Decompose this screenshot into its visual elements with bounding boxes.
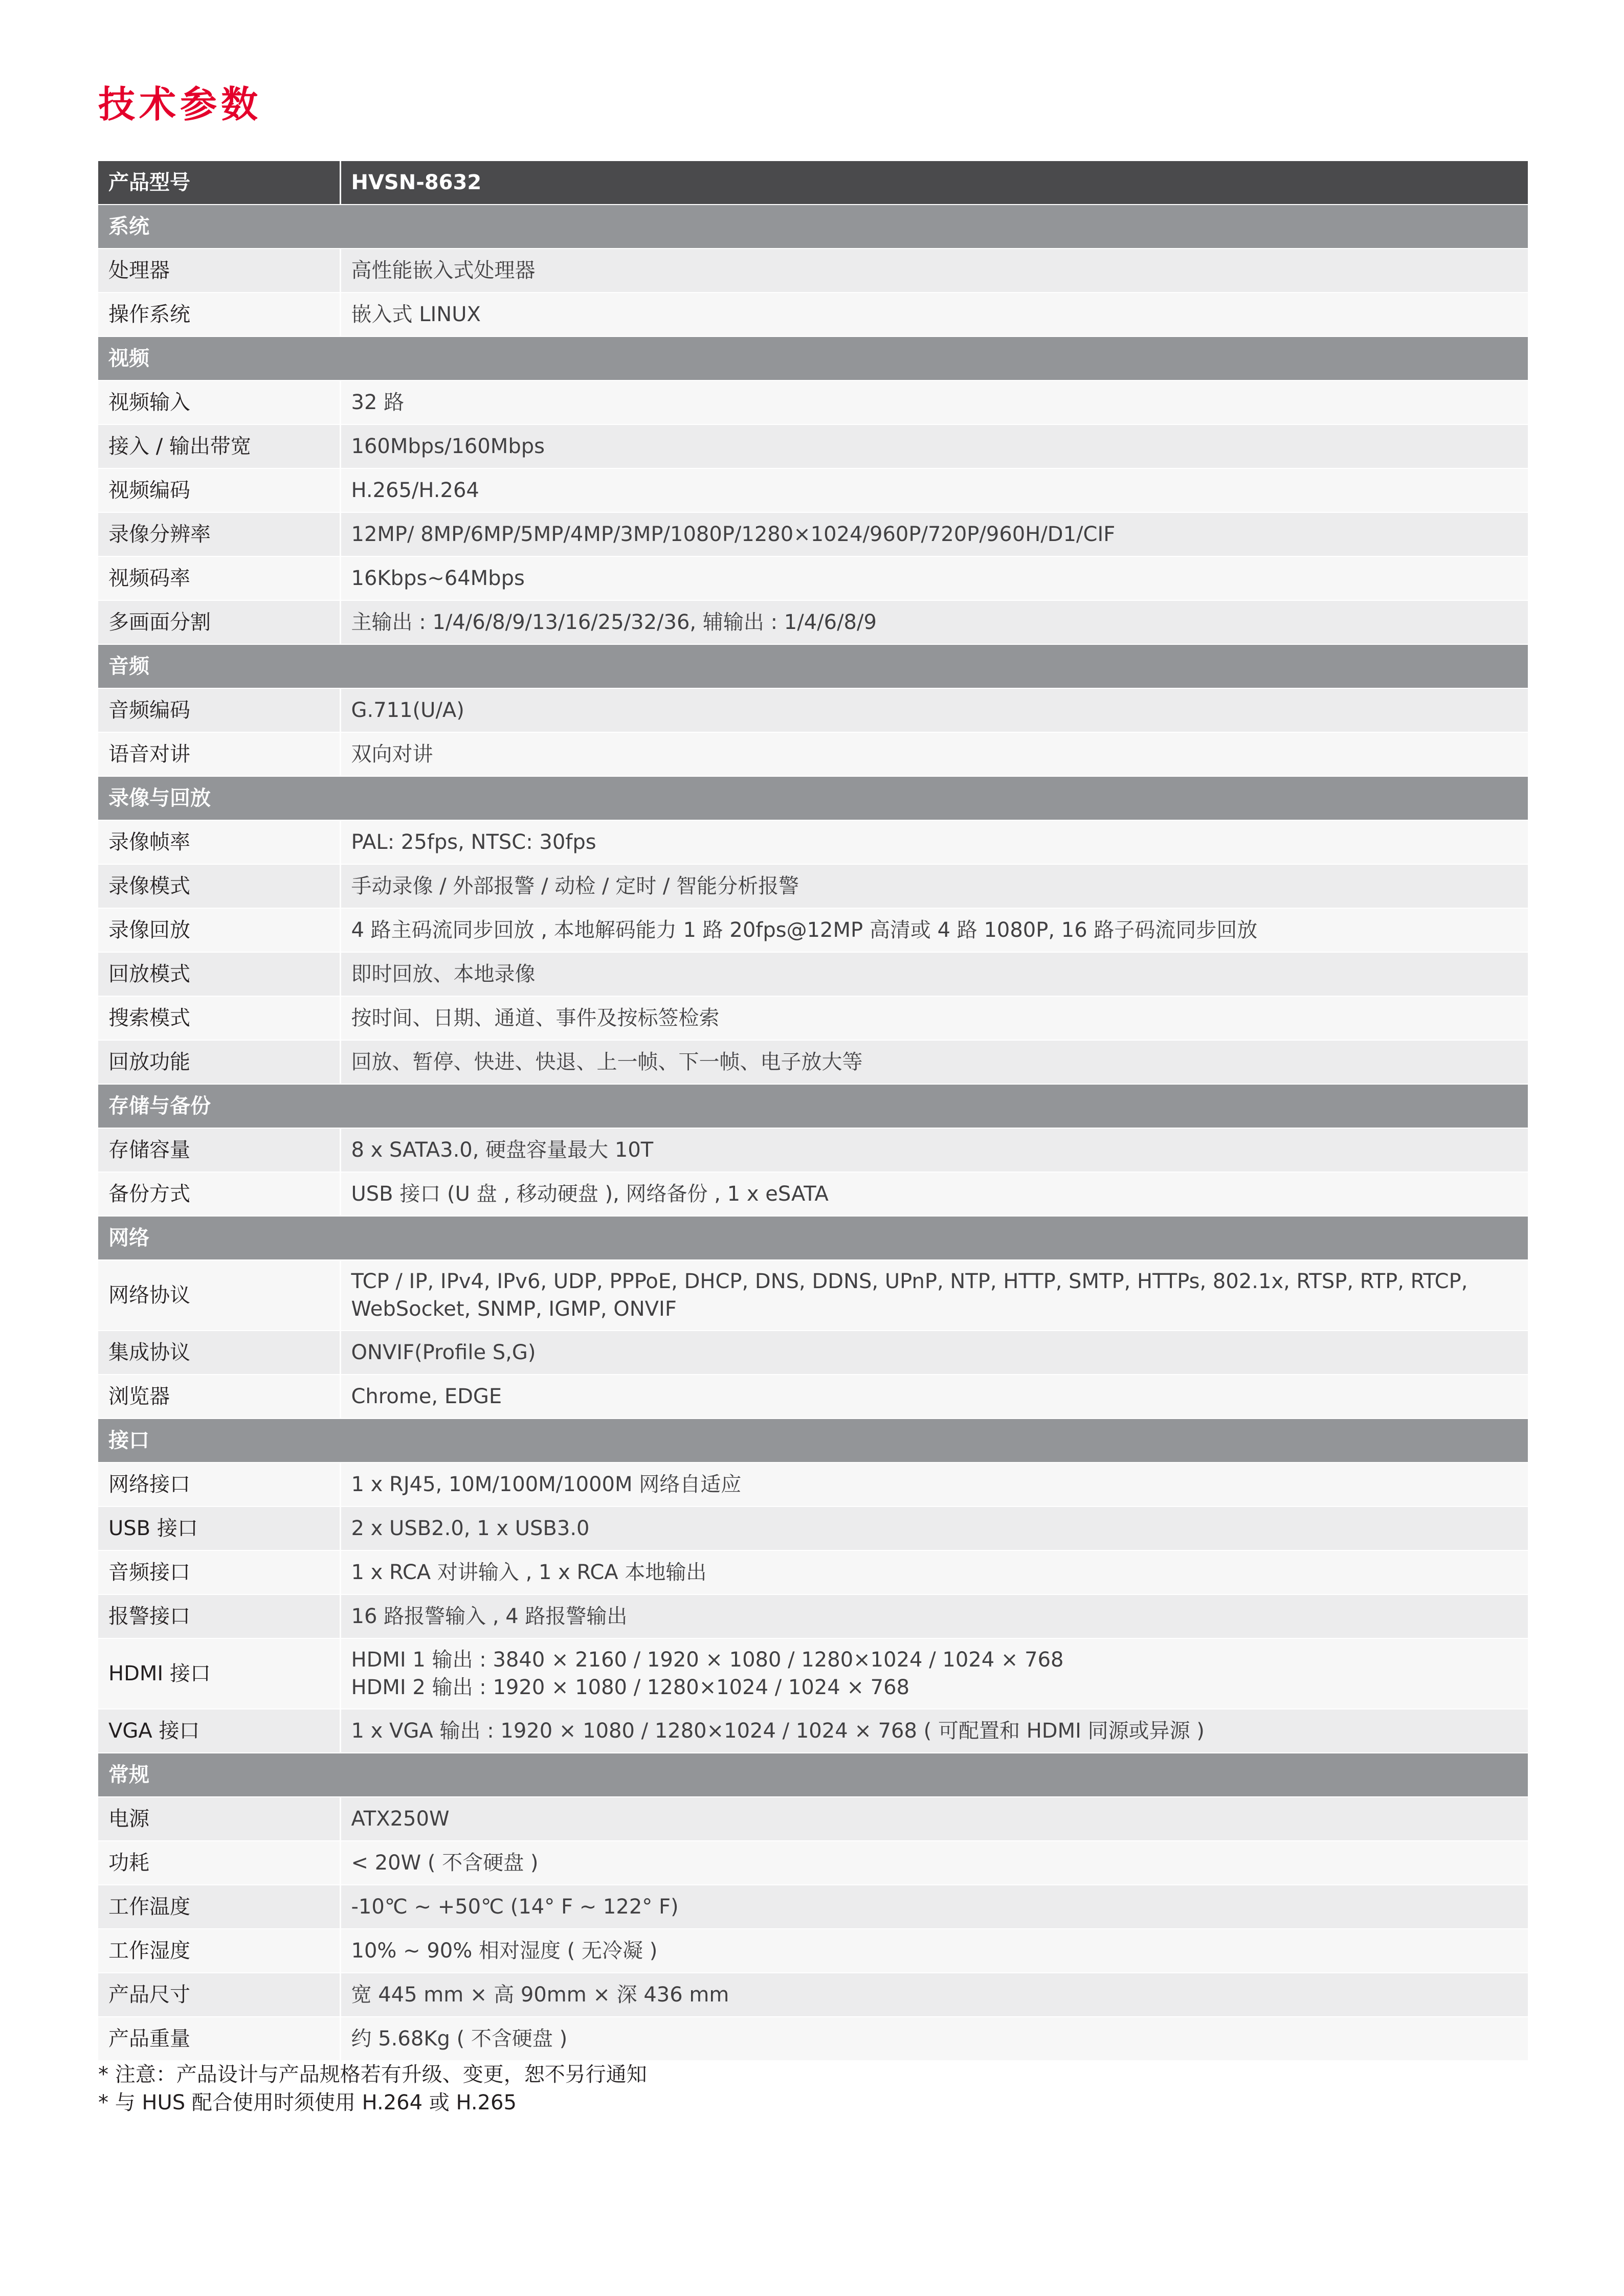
spec-row [98, 732, 1528, 776]
spec-value: HDMI 1 输出 : 3840 × 2160 / 1920 × 1080 / 1280×1024 / 1024 × 768 HDMI 2 输出 : 1920 × 1080 / 1280×1024 / 1024 × 768 [340, 1638, 1528, 1709]
spec-row [98, 1594, 1528, 1638]
spec-label: 语音对讲 [98, 732, 340, 776]
spec-row [98, 1260, 1528, 1331]
spec-row [98, 820, 1528, 864]
spec-label: 接入 / 输出带宽 [98, 424, 340, 468]
spec-label: 视频编码 [98, 468, 340, 512]
section-title: 视频 [98, 336, 1528, 380]
spec-label: USB 接口 [98, 1506, 340, 1550]
spec-value: 10% ~ 90% 相对湿度 ( 无冷凝 ) [340, 1929, 1528, 1973]
spec-label: 存储容量 [98, 1128, 340, 1172]
spec-label: 音频编码 [98, 688, 340, 732]
spec-value: 160Mbps/160Mbps [340, 424, 1528, 468]
spec-row [98, 512, 1528, 556]
spec-row [98, 600, 1528, 644]
spec-value: G.711(U/A) [340, 688, 1528, 732]
spec-value: 主输出 : 1/4/6/8/9/13/16/25/32/36, 辅输出 : 1/4/6/8/9 [340, 600, 1528, 644]
spec-row [98, 1638, 1528, 1709]
spec-value: 32 路 [340, 380, 1528, 424]
page-title: 技术参数 [98, 83, 262, 126]
spec-label: 录像分辨率 [98, 512, 340, 556]
spec-value: H.265/H.264 [340, 468, 1528, 512]
spec-table-body [98, 161, 1528, 2060]
spec-row [98, 688, 1528, 732]
spec-label: 处理器 [98, 249, 340, 292]
spec-label: 工作温度 [98, 1885, 340, 1929]
spec-row [98, 380, 1528, 424]
section-header-row [98, 644, 1528, 688]
spec-value: Chrome, EDGE [340, 1375, 1528, 1419]
model-header-row [98, 161, 1528, 205]
spec-value: 双向对讲 [340, 732, 1528, 776]
spec-row [98, 1128, 1528, 1172]
spec-label: 备份方式 [98, 1172, 340, 1216]
spec-row [98, 1172, 1528, 1216]
spec-label: 音频接口 [98, 1550, 340, 1594]
spec-label: 操作系统 [98, 292, 340, 336]
spec-row [98, 1885, 1528, 1929]
spec-label: 网络协议 [98, 1260, 340, 1331]
spec-value: 约 5.68Kg ( 不含硬盘 ) [340, 2017, 1528, 2060]
spec-label: HDMI 接口 [98, 1638, 340, 1709]
spec-value: 1 x VGA 输出 : 1920 × 1080 / 1280×1024 / 1024 × 768 ( 可配置和 HDMI 同源或异源 ) [340, 1709, 1528, 1753]
spec-row [98, 864, 1528, 908]
spec-label: 功耗 [98, 1841, 340, 1885]
spec-value: ONVIF(Profile S,G) [340, 1331, 1528, 1375]
spec-label: 视频码率 [98, 556, 340, 600]
spec-value: 1 x RJ45, 10M/100M/1000M 网络自适应 [340, 1462, 1528, 1506]
spec-value: 16 路报警输入 , 4 路报警输出 [340, 1594, 1528, 1638]
spec-label: 回放模式 [98, 952, 340, 996]
spec-value: < 20W ( 不含硬盘 ) [340, 1841, 1528, 1885]
spec-row [98, 1506, 1528, 1550]
section-title: 网络 [98, 1216, 1528, 1260]
spec-value: 按时间、日期、通道、事件及按标签检索 [340, 996, 1528, 1040]
spec-label: 工作湿度 [98, 1929, 340, 1973]
spec-value: 回放、暂停、快进、快退、上一帧、下一帧、电子放大等 [340, 1040, 1528, 1084]
section-title: 音频 [98, 644, 1528, 688]
spec-row [98, 1375, 1528, 1419]
spec-label: VGA 接口 [98, 1709, 340, 1753]
spec-row [98, 1841, 1528, 1885]
spec-row [98, 1709, 1528, 1753]
section-title: 存储与备份 [98, 1084, 1528, 1128]
section-header-row [98, 1753, 1528, 1797]
spec-value: 高性能嵌入式处理器 [340, 249, 1528, 292]
spec-label: 录像模式 [98, 864, 340, 908]
section-header-row [98, 336, 1528, 380]
section-header-row [98, 1216, 1528, 1260]
spec-value: -10℃ ~ +50℃ (14° F ~ 122° F) [340, 1885, 1528, 1929]
spec-label: 产品重量 [98, 2017, 340, 2060]
spec-value: 宽 445 mm × 高 90mm × 深 436 mm [340, 1973, 1528, 2017]
spec-value: 1 x RCA 对讲输入 , 1 x RCA 本地输出 [340, 1550, 1528, 1594]
spec-row [98, 292, 1528, 336]
spec-row [98, 1929, 1528, 1973]
spec-row [98, 908, 1528, 952]
spec-value: 8 x SATA3.0, 硬盘容量最大 10T [340, 1128, 1528, 1172]
spec-row [98, 424, 1528, 468]
spec-label: 录像回放 [98, 908, 340, 952]
section-title: 接口 [98, 1419, 1528, 1462]
spec-row [98, 249, 1528, 292]
spec-row [98, 1550, 1528, 1594]
model-value: HVSN-8632 [340, 161, 1528, 205]
spec-value: 即时回放、本地录像 [340, 952, 1528, 996]
spec-row [98, 1462, 1528, 1506]
section-title: 系统 [98, 205, 1528, 249]
spec-label: 视频输入 [98, 380, 340, 424]
spec-label: 回放功能 [98, 1040, 340, 1084]
section-header-row [98, 1419, 1528, 1462]
spec-value: ATX250W [340, 1797, 1528, 1841]
spec-label: 集成协议 [98, 1331, 340, 1375]
spec-value: 16Kbps~64Mbps [340, 556, 1528, 600]
spec-value: 嵌入式 LINUX [340, 292, 1528, 336]
spec-row [98, 556, 1528, 600]
spec-row [98, 468, 1528, 512]
spec-value: PAL: 25fps, NTSC: 30fps [340, 820, 1528, 864]
spec-table [98, 161, 1528, 2060]
spec-value: 12MP/ 8MP/6MP/5MP/4MP/3MP/1080P/1280×1024/960P/720P/960H/D1/CIF [340, 512, 1528, 556]
section-title: 常规 [98, 1753, 1528, 1797]
spec-label: 搜索模式 [98, 996, 340, 1040]
spec-value: TCP / IP, IPv4, IPv6, UDP, PPPoE, DHCP, DNS, DDNS, UPnP, NTP, HTTP, SMTP, HTTPs, 802.1x, RTSP, RTP, RTCP, WebSocket, SNMP, IGMP, ONVIF [340, 1260, 1528, 1331]
spec-label: 浏览器 [98, 1375, 340, 1419]
spec-label: 多画面分割 [98, 600, 340, 644]
spec-row [98, 996, 1528, 1040]
spec-row [98, 952, 1528, 996]
spec-value: USB 接口 (U 盘 , 移动硬盘 ), 网络备份 , 1 x eSATA [340, 1172, 1528, 1216]
footnote: * 注意：产品设计与产品规格若有升级、变更，恕不另行通知 [98, 2063, 647, 2086]
section-header-row [98, 776, 1528, 820]
section-header-row [98, 1084, 1528, 1128]
spec-label: 网络接口 [98, 1462, 340, 1506]
spec-row [98, 1331, 1528, 1375]
model-label: 产品型号 [98, 161, 340, 205]
spec-label: 产品尺寸 [98, 1973, 340, 2017]
spec-row [98, 1040, 1528, 1084]
footnotes [98, 2061, 647, 2117]
spec-label: 报警接口 [98, 1594, 340, 1638]
spec-label: 电源 [98, 1797, 340, 1841]
section-header-row [98, 205, 1528, 249]
spec-row [98, 1797, 1528, 1841]
spec-value: 4 路主码流同步回放 , 本地解码能力 1 路 20fps@12MP 高清或 4 路 1080P, 16 路子码流同步回放 [340, 908, 1528, 952]
spec-label: 录像帧率 [98, 820, 340, 864]
spec-value: 2 x USB2.0, 1 x USB3.0 [340, 1506, 1528, 1550]
spec-row [98, 1973, 1528, 2017]
footnote: * 与 HUS 配合使用时须使用 H.264 或 H.265 [98, 2091, 517, 2114]
spec-row [98, 2017, 1528, 2060]
spec-value: 手动录像 / 外部报警 / 动检 / 定时 / 智能分析报警 [340, 864, 1528, 908]
section-title: 录像与回放 [98, 776, 1528, 820]
